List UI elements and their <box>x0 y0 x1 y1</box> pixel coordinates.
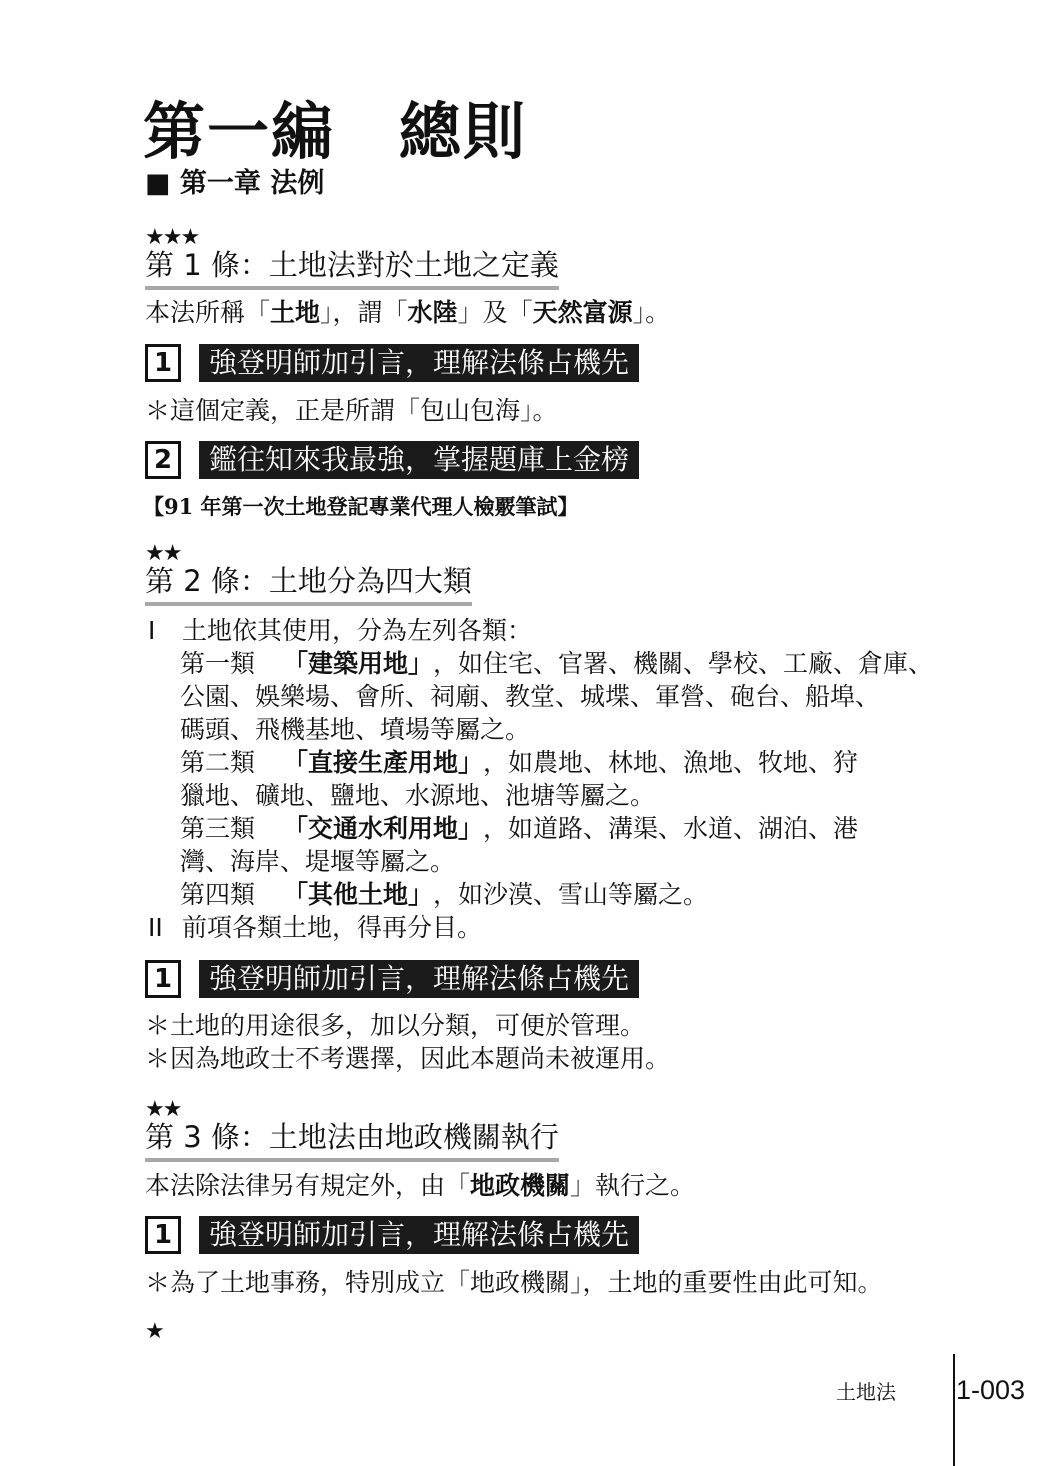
rule-line: 第四類 「其他土地」 ，如沙漠、雪山等屬之。 <box>180 880 709 909</box>
banner-label: 強登明師加引言，理解法條占機先 <box>199 960 639 998</box>
chapter-title <box>145 166 324 202</box>
article2-commentary-banner <box>145 960 639 998</box>
footer-book-title: 土地法 <box>836 1380 896 1404</box>
article3-note: ＊為了土地事務，特別成立「地政機關」，土地的重要性由此可知。 <box>145 1268 883 1297</box>
number-box: 1 <box>145 344 181 382</box>
footer-divider <box>953 1354 955 1466</box>
banner-label: 強登明師加引言，理解法條占機先 <box>199 344 639 382</box>
article3-title: 第 3 條：土地法由地政機關執行 <box>145 1118 559 1162</box>
article2-title: 第 2 條：土地分為四大類 <box>145 562 472 606</box>
rule-line: 公園、娛樂場、會所、祠廟、教堂、城堞、軍營、砲台、船埠、 <box>180 682 881 711</box>
rule-line: 第三類 「交通水利用地」 ，如道路、溝渠、水道、湖泊、港 <box>180 814 859 843</box>
article1-exam-source: 【91 年第一次土地登記專業代理人檢覈筆試】 <box>143 494 579 519</box>
rule-line: 灣、海岸、堤堰等屬之。 <box>180 847 456 876</box>
article3-commentary-banner <box>145 1216 639 1254</box>
article1-title: 第 1 條：土地法對於土地之定義 <box>145 246 559 290</box>
number-box: 2 <box>145 441 181 479</box>
rule-line: 獵地、礦地、鹽地、水源地、池塘等屬之。 <box>180 781 656 810</box>
rule-line: II 前項各類土地，得再分目。 <box>148 913 483 942</box>
article1-exam-banner <box>145 441 639 479</box>
article1-text: 本法所稱「土地」，謂「水陸」及「天然富源」。 <box>145 298 671 327</box>
banner-label: 鑑往知來我最強，掌握題庫上金榜 <box>199 441 639 479</box>
article2-stars: ★★ <box>145 541 181 566</box>
article2-rule-list <box>148 614 933 944</box>
article3-text: 本法除法律另有規定外，由「地政機關」執行之。 <box>145 1171 696 1200</box>
number-box: 1 <box>145 1216 181 1254</box>
article3-stars: ★★ <box>145 1097 181 1122</box>
rule-line: I 土地依其使用，分為左列各類： <box>148 616 533 645</box>
number-box: 1 <box>145 960 181 998</box>
chapter-title-text: 第一章 法例 <box>179 168 325 199</box>
article1-note: ＊這個定義，正是所謂「包山包海」。 <box>145 396 558 425</box>
next-article-stars: ★ <box>145 1319 163 1344</box>
article1-stars: ★★★ <box>145 225 199 250</box>
rule-line: 第一類 「建築用地」 ，如住宅、官署、機關、學校、工廠、倉庫、 <box>180 649 934 678</box>
rule-line: 碼頭、飛機基地、墳場等屬之。 <box>180 715 531 744</box>
chapter-square-icon: ■ <box>145 168 171 199</box>
article1-commentary-banner <box>145 344 639 382</box>
article2-note-1: ＊土地的用途很多，加以分類，可便於管理。 <box>145 1011 646 1040</box>
part-title: 第一編 總則 <box>143 95 528 168</box>
rule-line: 第二類 「直接生產用地」 ，如農地、林地、漁地、牧地、狩 <box>180 748 859 777</box>
page-number: 1-003 <box>956 1375 1026 1405</box>
article2-note-2: ＊因為地政士不考選擇，因此本題尚未被運用。 <box>145 1044 671 1073</box>
banner-label: 強登明師加引言，理解法條占機先 <box>199 1216 639 1254</box>
